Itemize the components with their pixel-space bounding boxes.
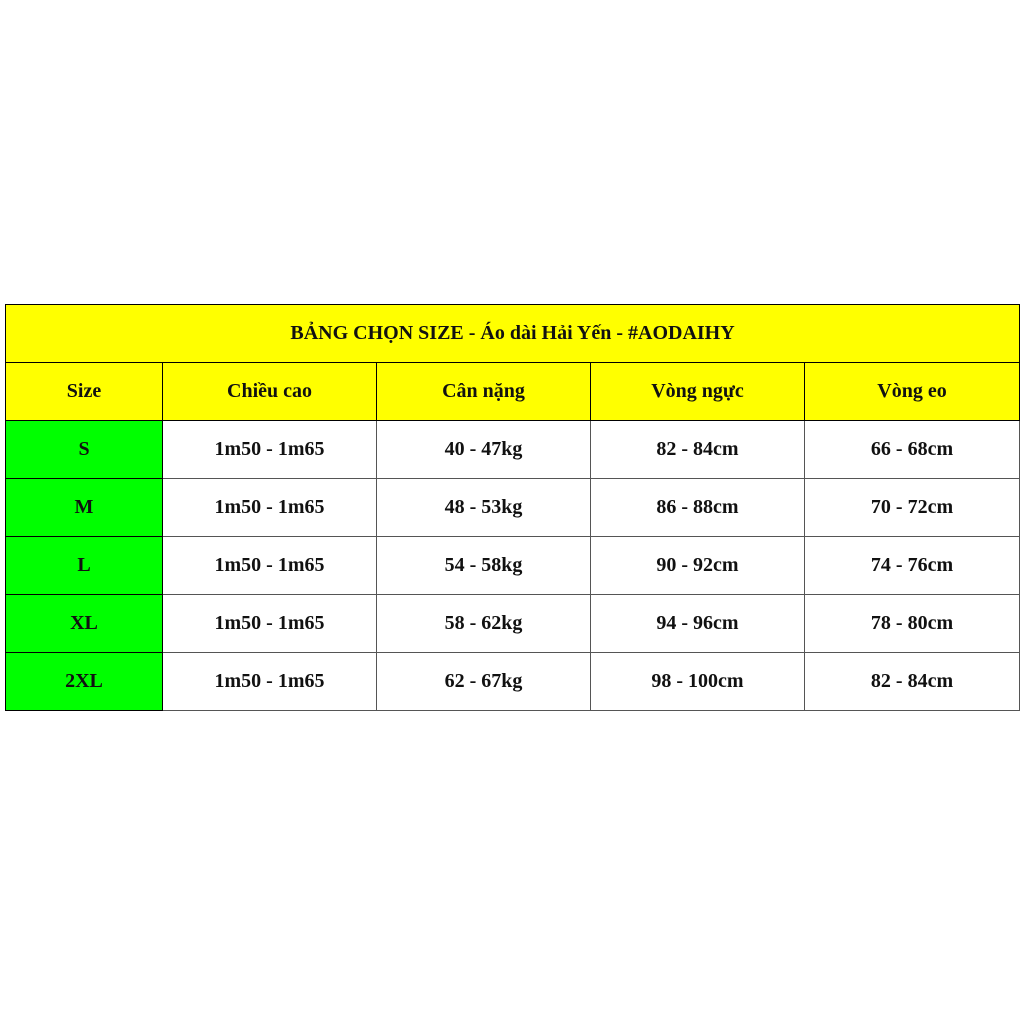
table-row [6, 653, 1020, 711]
size-label: L [6, 537, 163, 595]
weight-cell: 54 - 58kg [377, 537, 591, 595]
size-label: XL [6, 595, 163, 653]
table-row [6, 537, 1020, 595]
header-height: Chiều cao [163, 363, 377, 421]
bust-cell: 82 - 84cm [591, 421, 805, 479]
header-row [6, 363, 1020, 421]
weight-cell: 58 - 62kg [377, 595, 591, 653]
table-title: BẢNG CHỌN SIZE - Áo dài Hải Yến - #AODAIHY [6, 305, 1020, 363]
bust-cell: 98 - 100cm [591, 653, 805, 711]
weight-cell: 40 - 47kg [377, 421, 591, 479]
table-row [6, 595, 1020, 653]
header-bust: Vòng ngực [591, 363, 805, 421]
height-cell: 1m50 - 1m65 [163, 537, 377, 595]
height-cell: 1m50 - 1m65 [163, 653, 377, 711]
header-size: Size [6, 363, 163, 421]
table-row [6, 479, 1020, 537]
header-weight: Cân nặng [377, 363, 591, 421]
waist-cell: 78 - 80cm [805, 595, 1020, 653]
height-cell: 1m50 - 1m65 [163, 595, 377, 653]
size-label: 2XL [6, 653, 163, 711]
waist-cell: 74 - 76cm [805, 537, 1020, 595]
table-row [6, 421, 1020, 479]
waist-cell: 66 - 68cm [805, 421, 1020, 479]
bust-cell: 94 - 96cm [591, 595, 805, 653]
weight-cell: 48 - 53kg [377, 479, 591, 537]
title-row [6, 305, 1020, 363]
height-cell: 1m50 - 1m65 [163, 421, 377, 479]
waist-cell: 70 - 72cm [805, 479, 1020, 537]
bust-cell: 86 - 88cm [591, 479, 805, 537]
size-label: M [6, 479, 163, 537]
header-waist: Vòng eo [805, 363, 1020, 421]
weight-cell: 62 - 67kg [377, 653, 591, 711]
height-cell: 1m50 - 1m65 [163, 479, 377, 537]
size-chart-table [5, 304, 1020, 711]
waist-cell: 82 - 84cm [805, 653, 1020, 711]
bust-cell: 90 - 92cm [591, 537, 805, 595]
size-label: S [6, 421, 163, 479]
